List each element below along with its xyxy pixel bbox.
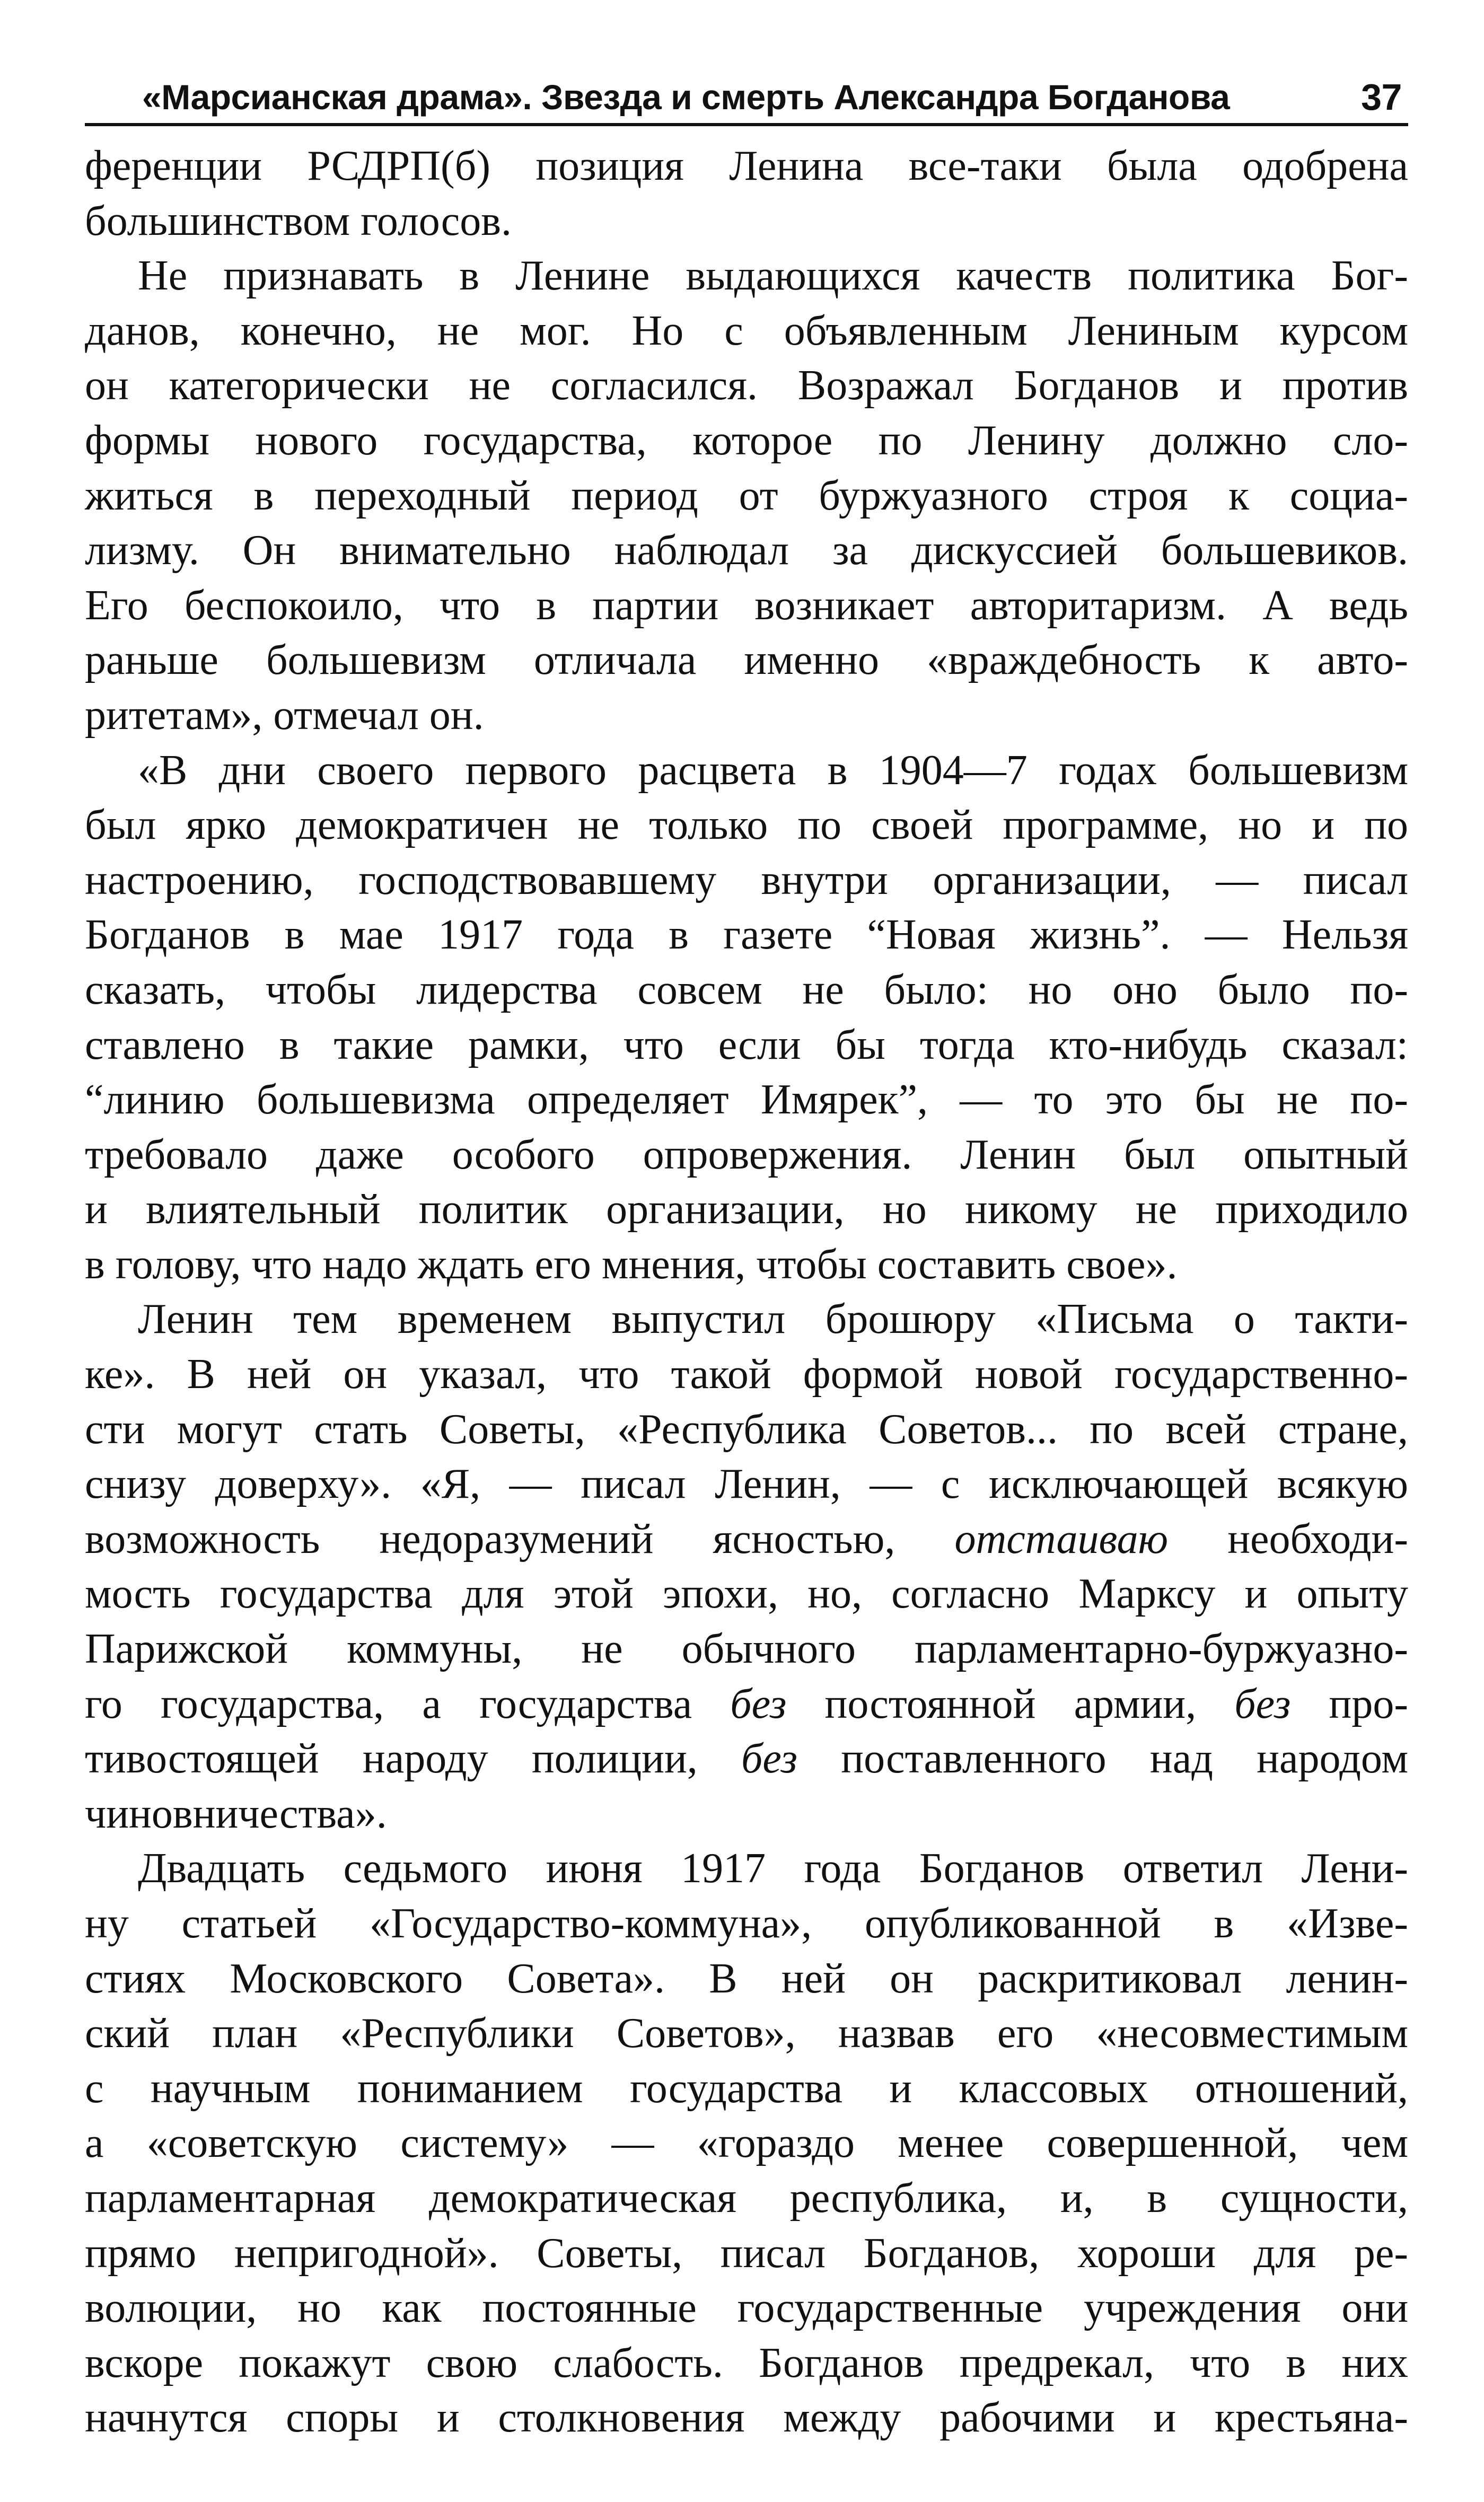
text-line: «В дни своего первого расцвета в 1904—7 годах большевизм: [138, 747, 1408, 794]
text-line: ну статьей «Государство-коммуна», опубликованной в «Изве-: [85, 1900, 1408, 1947]
text-fragment: поставленного над народом: [797, 1735, 1408, 1783]
text-line: “линию большевизма определяет Имярек”, — то это бы не по-: [85, 1076, 1408, 1123]
text-line: он категорически не согласился. Возражал Богданов и против: [85, 362, 1408, 409]
text-line: а «советскую систему» — «гораздо менее совершенной, чем: [85, 2120, 1408, 2167]
text-line: мость государства для этой эпохи, но, согласно Марксу и опыту: [85, 1570, 1408, 1618]
text-line: ский план «Республики Советов», назвав его «несовместимым: [85, 2010, 1408, 2057]
text-line-mixed: [85, 1732, 1408, 1787]
text-line: Не признавать в Ленине выдающихся качеств политика Бог-: [138, 252, 1408, 300]
text-line-mixed: [85, 1512, 1408, 1567]
text-line: Богданов в мае 1917 года в газете “Новая жизнь”. — Нельзя: [85, 911, 1408, 959]
emphasis-text: без: [1234, 1680, 1291, 1727]
text-line: начнутся споры и столкновения между рабочими и крестьяна-: [85, 2394, 1408, 2442]
text-line: Парижской коммуны, не обычного парламентарно-буржуазно-: [85, 1626, 1408, 1673]
text-fragment: про-: [1290, 1680, 1408, 1727]
text-line: парламентарная демократическая республика, и, в сущности,: [85, 2174, 1408, 2222]
paragraph-1: [85, 139, 1408, 249]
running-head: [85, 68, 1408, 126]
text-line: раньше большевизм отличала именно «враждебность к авто-: [85, 637, 1408, 684]
paragraph-3: [85, 743, 1408, 1293]
text-line: лизму. Он внимательно наблюдал за дискуссией большевиков.: [85, 527, 1408, 574]
text-line: ке». В ней он указал, что такой формой новой государственно-: [85, 1351, 1408, 1398]
text-line: Его беспокоило, что в партии возникает авторитаризм. А ведь: [85, 582, 1408, 629]
text-fragment: тивостоящей народу полиции,: [85, 1735, 742, 1783]
text-line: был ярко демократичен не только по своей программе, но и по: [85, 802, 1408, 849]
text-line: требовало даже особого опровержения. Ленин был опытный: [85, 1131, 1408, 1178]
text-line: волюции, но как постоянные государственные учреждения они: [85, 2285, 1408, 2332]
paragraph-4: [85, 1292, 1408, 1841]
text-line: ставлено в такие рамки, что если бы тогда кто-нибудь сказал:: [85, 1021, 1408, 1068]
text-line: формы нового государства, которое по Ленину должно сло-: [85, 417, 1408, 464]
text-line: прямо непригодной». Советы, писал Богданов, хороши для ре-: [85, 2229, 1408, 2277]
text-line: снизу доверху». «Я, — писал Ленин, — с исключающей всякую: [85, 1461, 1408, 1508]
header-rule: [85, 123, 1408, 126]
text-fragment: возможность недоразумений ясностью,: [85, 1515, 955, 1562]
emphasis-text: отстаиваю: [954, 1515, 1169, 1562]
text-line: Двадцать седьмого июня 1917 года Богданов ответил Лени-: [138, 1845, 1408, 1892]
emphasis-text: без: [741, 1735, 797, 1783]
text-line: в голову, что надо ждать его мнения, чтобы составить свое».: [85, 1241, 1178, 1288]
text-line: большинством голосов.: [85, 197, 512, 244]
text-line: и влиятельный политик организации, но никому не приходило: [85, 1186, 1408, 1233]
running-head-title: «Марсианская драма». Звезда и смерть Александра Богданова: [142, 77, 1230, 117]
text-line: с научным пониманием государства и классовых отношений,: [85, 2065, 1408, 2112]
text-line: ференции РСДРП(б) позиция Ленина все-таки была одобрена: [85, 143, 1408, 189]
paragraph-5: [85, 1841, 1408, 2446]
emphasis-text: без: [730, 1680, 787, 1727]
text-line: стиях Московского Совета». В ней он раскритиковал ленин-: [85, 1955, 1408, 2002]
text-line-mixed: [85, 1677, 1408, 1732]
text-line: сказать, чтобы лидерства совсем не было: но оно было по-: [85, 966, 1408, 1013]
body-text: [85, 139, 1408, 2446]
text-line: сти могут стать Советы, «Республика Советов... по всей стране,: [85, 1406, 1408, 1453]
text-line: чиновничества».: [85, 1790, 387, 1837]
text-line: вскоре покажут свою слабость. Богданов предрекал, что в них: [85, 2339, 1408, 2386]
paragraph-2: [85, 249, 1408, 743]
text-line: данов, конечно, не мог. Но с объявленным Лениным курсом: [85, 307, 1408, 354]
text-fragment: го государства, а государства: [85, 1680, 731, 1727]
page-number: 37: [1361, 76, 1402, 118]
text-line: ритетам», отмечал он.: [85, 691, 484, 739]
text-line: житься в переходный период от буржуазного строя к социа-: [85, 472, 1408, 519]
text-fragment: необходи-: [1168, 1515, 1408, 1562]
text-fragment: постоянной армии,: [786, 1680, 1235, 1727]
text-line: Ленин тем временем выпустил брошюру «Письма о такти-: [138, 1296, 1408, 1343]
text-line: настроению, господствовавшему внутри организации, — писал: [85, 856, 1408, 903]
